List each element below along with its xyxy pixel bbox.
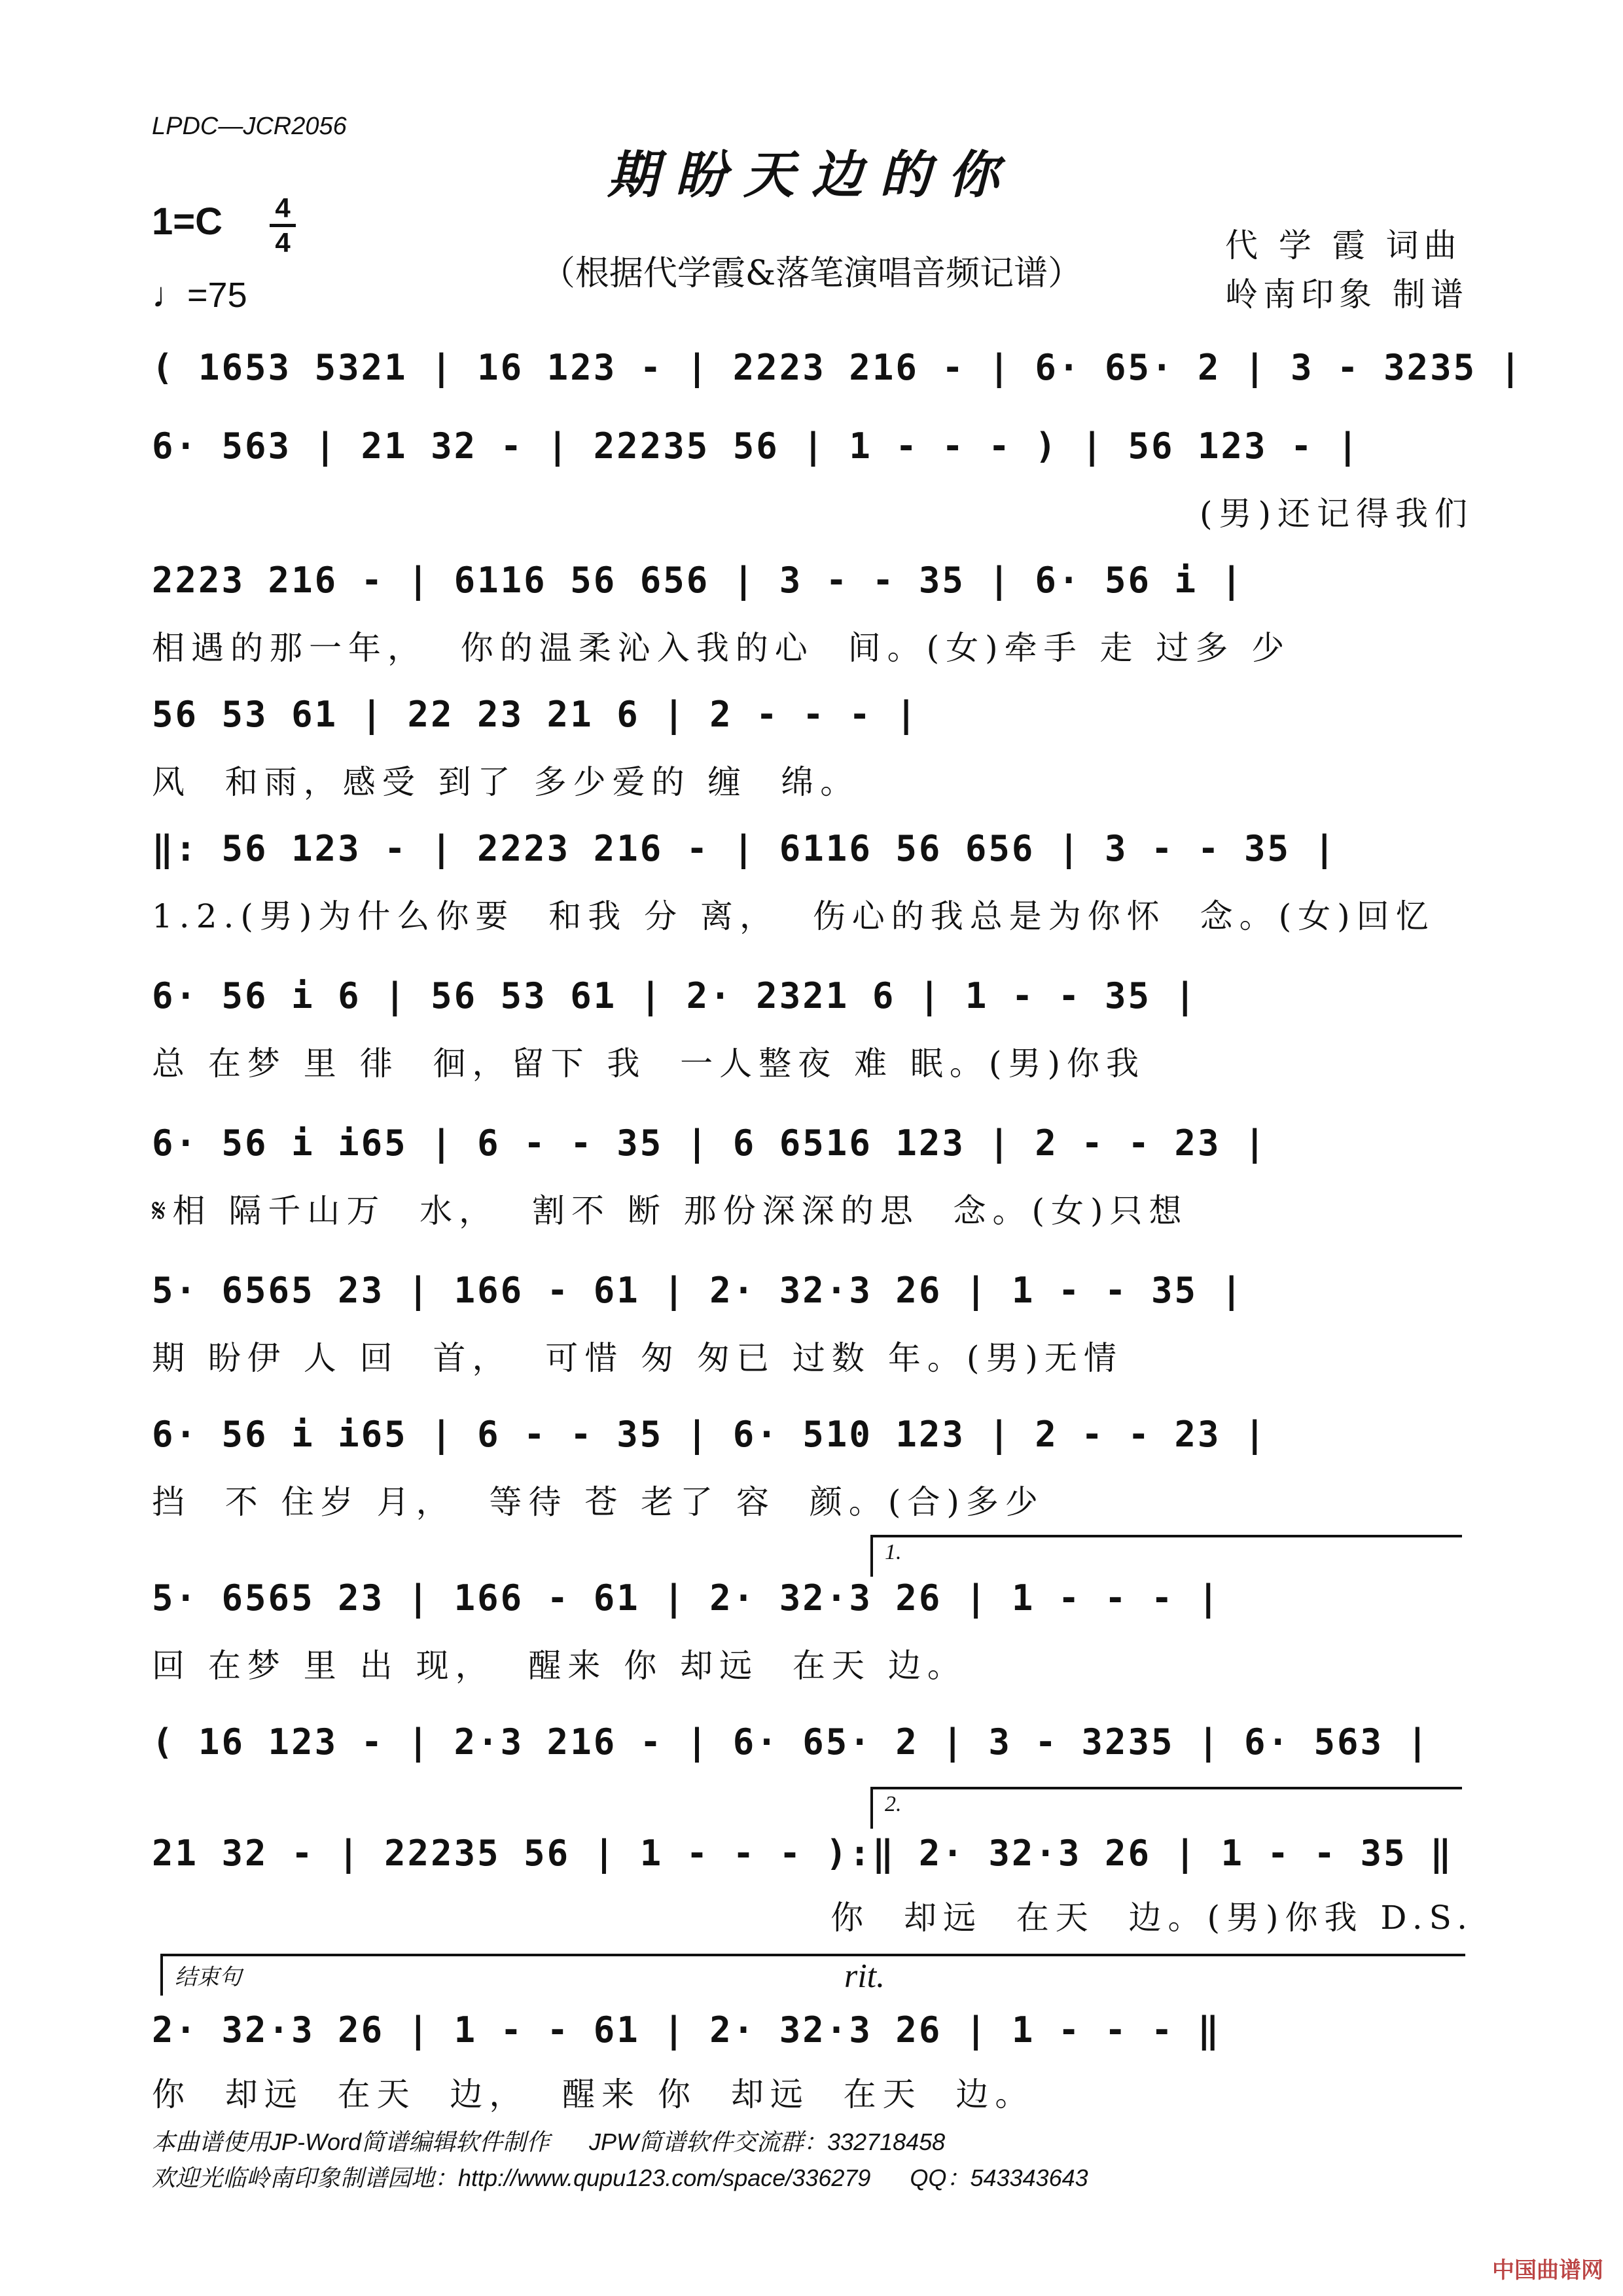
lyrics-line-3: 相遇的那一年， 你的温柔沁入我的心 间。(女)牵手 走 过多 少 [152, 629, 1291, 667]
lyrics-line-10: 回 在梦 里 出 现， 醒来 你 却远 在天 边。 [152, 1647, 967, 1685]
lyrics-line-4: 风 和雨，感受 到了 多少爱的 缠 绵。 [152, 763, 860, 801]
music-line-11: ( 16 123 - | 2·3 216 - | 6· 65· 2 | 3 - 3235 | 6· 563 | [152, 1721, 1431, 1763]
lyrics-line-6: 总 在梦 里 徘 徊，留下 我 一人整夜 难 眠。(男)你我 [152, 1045, 1145, 1083]
music-line-9: 6· 56 i i65 | 6 - - 35 | 6· 510 123 | 2 - - 23 | [152, 1414, 1268, 1455]
time-top: 4 [275, 192, 291, 223]
score-code: LPDC—JCR2056 [152, 113, 347, 140]
coda-bracket [160, 1954, 1465, 1996]
music-line-5: ‖: 56 123 - | 2223 216 - | 6116 56 656 | 3 - - 35 | [152, 828, 1338, 869]
music-line-7: 6· 56 i i65 | 6 - - 35 | 6 6516 123 | 2 - - 23 | [152, 1122, 1268, 1164]
music-line-8: 5· 6565 23 | 166 - 61 | 2· 32·3 26 | 1 - - 35 | [152, 1270, 1245, 1311]
music-line-3: 2223 216 - | 6116 56 656 | 3 - - 35 | 6· 56 i | [152, 560, 1245, 601]
lyrics-line-2: (男)还记得我们 [1199, 495, 1474, 533]
second-ending-label: 2. [885, 1792, 902, 1816]
music-line-10: 5· 6565 23 | 166 - 61 | 2· 32·3 26 | 1 - - - | [152, 1577, 1221, 1619]
site-watermark: 中国曲谱网 [1492, 2258, 1603, 2283]
song-subtitle: （根据代学霞&落笔演唱音频记谱） [541, 254, 1082, 293]
lyrics-line-13: 你 却远 在天 边， 醒来 你 却远 在天 边。 [152, 2075, 1035, 2113]
music-line-12: 21 32 - | 22235 56 | 1 - - - ):‖ 2· 32·3 26 | 1 - - 35 ‖ [152, 1833, 1454, 1874]
footer-website-note: 欢迎光临岭南印象制谱园地：http://www.qupu123.com/space/336279 QQ：543343643 [152, 2164, 1088, 2191]
time-bottom: 4 [275, 227, 291, 258]
tempo-marking: ♩=75 [152, 276, 247, 315]
lyrics-line-7: 𝄋相 隔千山万 水， 割不 断 那份深深的思 念。(女)只想 [152, 1192, 1188, 1230]
lyrics-line-5: 1.2.(男)为什么你要 和我 分 离， 伤心的我总是为你怀 念。(女)回忆 [152, 897, 1435, 935]
arranger: 岭南印象 制谱 [1225, 276, 1469, 314]
first-ending-bracket [870, 1535, 1462, 1577]
music-line-6: 6· 56 i 6 | 56 53 61 | 2· 2321 6 | 1 - - 35 | [152, 975, 1198, 1016]
footer-software-note: 本曲谱使用JP-Word简谱编辑软件制作 JPW简谱软件交流群：332718458 [152, 2128, 946, 2155]
lyrics-line-12: 你 却远 在天 边。(男)你我 D.S. [830, 1899, 1474, 1937]
coda-label: 结束句 [175, 1965, 241, 1990]
key-signature: 1=C [152, 200, 223, 243]
time-signature [270, 194, 296, 257]
lyricist-composer: 代 学 霞 词曲 [1225, 226, 1462, 264]
second-ending-bracket [870, 1787, 1462, 1829]
music-line-2: 6· 563 | 21 32 - | 22235 56 | 1 - - - ) | 56 123 - | [152, 425, 1361, 467]
lyrics-line-8: 期 盼伊 人 回 首， 可惜 匆 匆已 过数 年。(男)无情 [152, 1339, 1123, 1377]
lyrics-line-9: 挡 不 住岁 月， 等待 苍 老了 容 颜。(合)多少 [152, 1483, 1044, 1521]
music-line-1: ( 1653 5321 | 16 123 - | 2223 216 - | 6· 65· 2 | 3 - 3235 | [152, 347, 1524, 388]
song-title: 期盼天边的你 [607, 145, 1016, 205]
music-line-4: 56 53 61 | 22 23 21 6 | 2 - - - | [152, 694, 919, 735]
first-ending-label: 1. [885, 1540, 902, 1564]
ritardando-marking: rit. [844, 1958, 885, 1995]
music-line-13: 2· 32·3 26 | 1 - - 61 | 2· 32·3 26 | 1 - - - ‖ [152, 2009, 1221, 2051]
